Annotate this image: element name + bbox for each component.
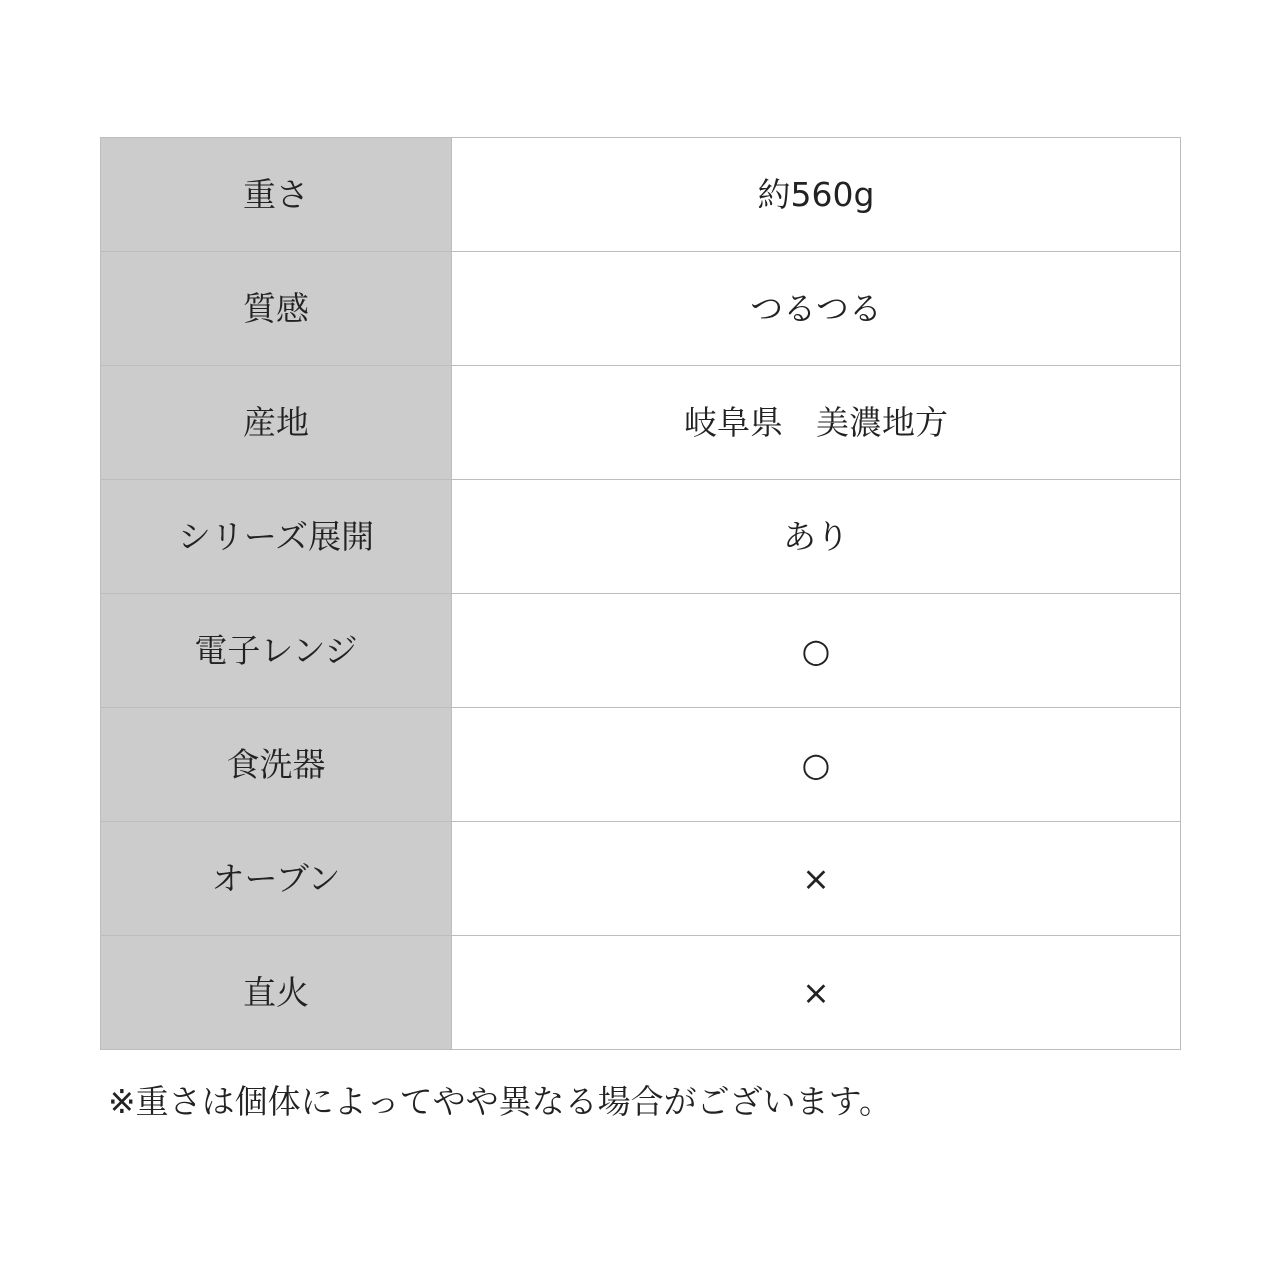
spec-label: 重さ xyxy=(101,138,452,252)
spec-value xyxy=(452,138,1181,252)
spec-label: 産地 xyxy=(101,366,452,480)
spec-row-open-flame xyxy=(101,936,1181,1050)
spec-value xyxy=(452,708,1181,822)
spec-value xyxy=(452,480,1181,594)
spec-label: シリーズ展開 xyxy=(101,480,452,594)
spec-row-origin xyxy=(101,366,1181,480)
spec-value-text: つるつる xyxy=(750,289,882,328)
cross-mark: × xyxy=(802,973,830,1012)
spec-value-text: 約560g xyxy=(757,175,875,214)
spec-label: 直火 xyxy=(101,936,452,1050)
spec-value xyxy=(452,936,1181,1050)
spec-value xyxy=(452,252,1181,366)
spec-row-microwave xyxy=(101,594,1181,708)
spec-table xyxy=(100,137,1181,1050)
spec-label: 質感 xyxy=(101,252,452,366)
spec-row-weight xyxy=(101,138,1181,252)
spec-row-dishwasher xyxy=(101,708,1181,822)
spec-value xyxy=(452,366,1181,480)
spec-label: 食洗器 xyxy=(101,708,452,822)
spec-label: 電子レンジ xyxy=(101,594,452,708)
circle-mark: ○ xyxy=(801,745,831,784)
circle-mark: ○ xyxy=(801,631,831,670)
spec-value-text: あり xyxy=(783,517,849,556)
spec-row-oven xyxy=(101,822,1181,936)
spec-row-series xyxy=(101,480,1181,594)
spec-value-text: 岐阜県 美濃地方 xyxy=(684,403,948,442)
spec-row-texture xyxy=(101,252,1181,366)
cross-mark: × xyxy=(802,859,830,898)
spec-value xyxy=(452,594,1181,708)
spec-label: オーブン xyxy=(101,822,452,936)
spec-value xyxy=(452,822,1181,936)
weight-note: ※重さは個体によってやや異なる場合がございます。 xyxy=(108,1082,893,1121)
